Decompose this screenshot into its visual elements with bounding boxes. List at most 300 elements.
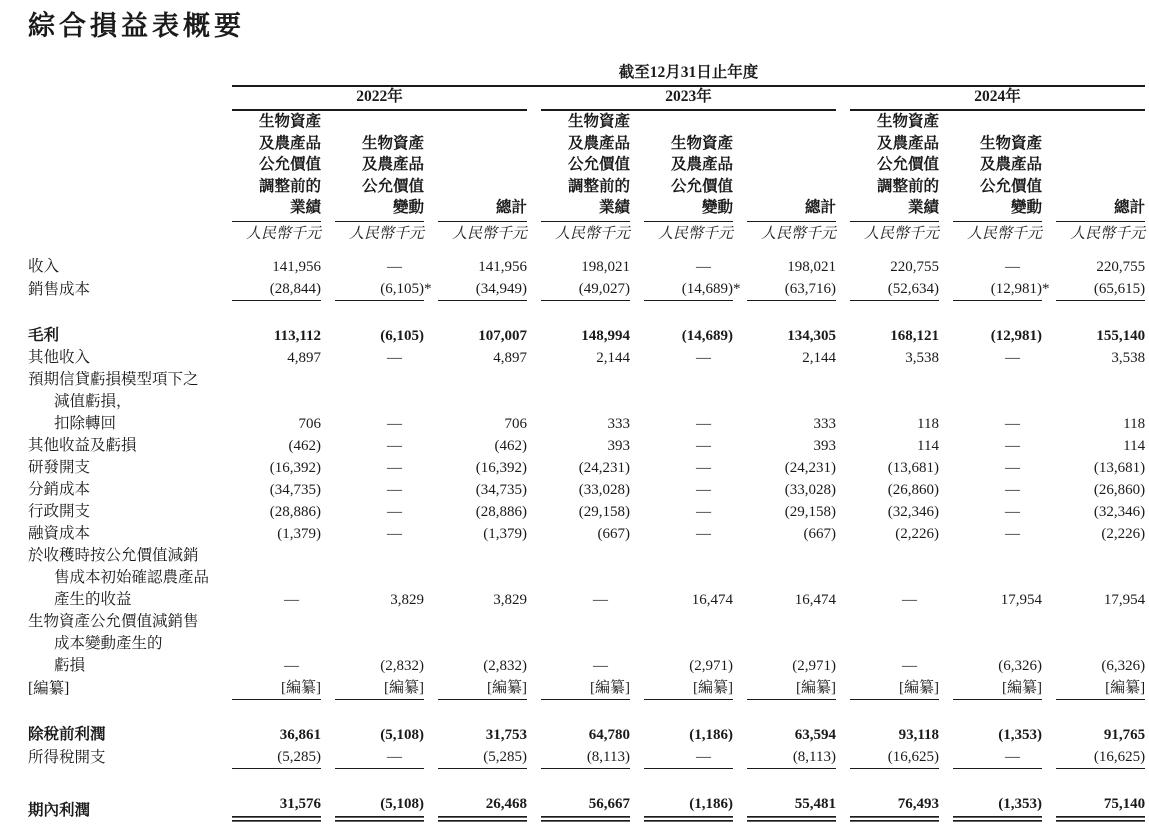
value-cell [1042, 457, 1145, 479]
column-header-line: 及農產品 [361, 156, 424, 173]
value-cell [527, 793, 630, 822]
table-row-gain-agricultural-produce [28, 545, 1145, 611]
value-cell [630, 256, 733, 278]
value-cell [733, 523, 836, 545]
column-header-line: 變動 [701, 199, 733, 216]
table-row-other-income [28, 347, 1145, 369]
value-cell [836, 501, 939, 523]
row-label-line: 研發開支 [28, 458, 91, 476]
cell-value: 63,594 [794, 726, 836, 743]
table-row-finance-costs [28, 523, 1145, 545]
value-cell [218, 677, 321, 700]
unit-label: 人民幣千元 [966, 225, 1042, 242]
row-label-line: 成本變動產生的 [54, 634, 163, 652]
cell-value: — [284, 591, 299, 608]
cell-value: (1,186) [644, 793, 733, 822]
cell-value: (2,832) [483, 657, 527, 674]
cell-value: — [387, 258, 402, 275]
column-header [850, 111, 939, 222]
cell-value: [編纂] [953, 677, 1042, 700]
cell-value: (14,689) [681, 327, 733, 344]
cell-value: 134,305 [787, 327, 836, 344]
cell-value: 31,576 [232, 793, 321, 822]
value-cell [218, 793, 321, 822]
cell-value: 220,755 [1096, 258, 1146, 275]
column-header-cell [218, 111, 321, 222]
cell-value: — [387, 481, 402, 498]
cell-value: (12,981) [990, 327, 1042, 344]
column-header-line: 生物資產 [567, 113, 630, 130]
value-cell [939, 611, 1042, 677]
value-cell [218, 746, 321, 769]
value-cell [218, 256, 321, 278]
row-label [28, 611, 218, 677]
year-group-2024: 2024年 [836, 87, 1145, 111]
cell-value: 2,144 [596, 349, 630, 366]
row-label-line: [編纂] [28, 679, 70, 697]
column-header [1056, 197, 1145, 222]
cell-value: 16,474 [794, 591, 836, 608]
cell-value: (2,832) [380, 657, 424, 674]
column-header-line: 公允價值 [567, 156, 630, 173]
column-header-line: 生物資產 [876, 113, 939, 130]
value-cell [424, 611, 527, 677]
cell-value: (1,379) [277, 525, 321, 542]
value-cell [630, 278, 741, 301]
column-header-cell [527, 111, 630, 222]
column-header [644, 133, 733, 222]
row-label-line: 行政開支 [28, 502, 91, 520]
cell-value: — [387, 415, 402, 432]
value-cell [527, 677, 630, 700]
cell-value: (16,625) [1056, 746, 1145, 769]
value-cell [321, 369, 424, 435]
cell-value: 3,829 [390, 591, 424, 608]
value-cell [836, 256, 939, 278]
cell-value: — [644, 746, 733, 769]
value-cell [1042, 611, 1145, 677]
year-group-2022: 2022年 [218, 87, 527, 111]
value-cell [527, 347, 630, 369]
cell-value: (16,392) [475, 459, 527, 476]
value-cell [939, 523, 1042, 545]
value-cell [527, 278, 630, 301]
row-label-line: 期內利潤 [28, 801, 91, 819]
value-cell [527, 435, 630, 457]
cell-value: — [593, 657, 608, 674]
cell-value: (667) [597, 525, 630, 542]
cell-value: 198,021 [787, 258, 836, 275]
cell-value: (6,105)* [335, 278, 424, 301]
cell-value: (33,028) [578, 481, 630, 498]
cell-value: 155,140 [1096, 327, 1146, 344]
cell-value: (5,285) [438, 746, 527, 769]
cell-value: 76,493 [850, 793, 939, 822]
value-cell [1042, 479, 1145, 501]
cell-value: (29,158) [784, 503, 836, 520]
cell-value: (24,231) [784, 459, 836, 476]
unit-label: 人民幣千元 [348, 225, 424, 242]
value-cell [630, 325, 733, 347]
row-label-line: 減值虧損， [54, 392, 132, 410]
cell-value: 393 [813, 437, 836, 454]
row-label [28, 256, 218, 278]
cell-value: 93,118 [898, 726, 939, 743]
value-cell [218, 369, 321, 435]
value-cell [939, 347, 1042, 369]
row-label-line: 所得稅開支 [28, 748, 106, 766]
cell-value: (8,113) [541, 746, 630, 769]
value-cell [836, 347, 939, 369]
cell-value: (5,108) [335, 793, 424, 822]
value-cell [939, 256, 1042, 278]
income-statement-table [28, 62, 1145, 822]
cell-value: 118 [917, 415, 939, 432]
spacer-cell [28, 301, 1145, 325]
column-header-line: 變動 [392, 199, 424, 216]
cell-number: (12,981) [990, 280, 1042, 297]
unit-label: 人民幣千元 [554, 225, 630, 242]
unit-cell [218, 222, 321, 245]
value-cell [836, 793, 939, 822]
cell-value: 706 [298, 415, 321, 432]
row-label [28, 325, 218, 347]
value-cell [424, 347, 527, 369]
unit-cell [527, 222, 630, 245]
unit-label: 人民幣千元 [1070, 225, 1146, 242]
cell-value: (32,346) [1093, 503, 1146, 520]
value-cell [424, 325, 527, 347]
cell-value: [編纂] [1056, 677, 1145, 700]
cell-value: (24,231) [578, 459, 630, 476]
value-cell [836, 278, 939, 301]
cell-value: 393 [607, 437, 630, 454]
value-cell [836, 435, 939, 457]
row-label-line: 分銷成本 [28, 480, 91, 498]
row-label [28, 793, 218, 822]
column-header-line: 總計 [804, 199, 836, 216]
column-header-cell [733, 111, 836, 222]
value-cell [321, 256, 424, 278]
cell-value: (2,226) [895, 525, 939, 542]
cell-value: (34,949) [438, 278, 527, 301]
column-header [438, 197, 527, 222]
period-header: 截至12月31日止年度 [232, 62, 1145, 87]
value-cell [733, 501, 836, 523]
cell-value: — [335, 746, 424, 769]
cell-value: (2,226) [1101, 525, 1146, 542]
column-header-line: 生物資產 [670, 134, 733, 152]
cell-value: — [696, 258, 711, 275]
row-label-line: 其他收益及虧損 [28, 436, 137, 454]
column-header-line: 公允價值 [979, 177, 1042, 195]
column-header-line: 總計 [495, 199, 527, 216]
cell-value: — [696, 503, 711, 520]
value-cell [1042, 677, 1145, 700]
value-cell [836, 677, 939, 700]
spacer-cell [28, 769, 1145, 793]
table-row-impairment-losses [28, 369, 1145, 435]
cell-value: (2,971) [689, 657, 733, 674]
table-row-distribution-costs [28, 479, 1145, 501]
period-header-cell [218, 62, 1145, 87]
cell-value: (28,886) [269, 503, 321, 520]
value-cell [939, 793, 1042, 822]
value-cell [218, 435, 321, 457]
cell-value: (1,186) [689, 726, 733, 743]
row-label [28, 457, 218, 479]
cell-value: (13,681) [887, 459, 939, 476]
cell-value: 333 [607, 415, 630, 432]
column-header-line: 公允價值 [876, 156, 939, 173]
row-label-line: 其他收入 [28, 348, 91, 366]
row-label-line: 虧損 [54, 656, 86, 674]
unit-label: 人民幣千元 [760, 225, 836, 242]
value-cell [939, 479, 1042, 501]
value-cell [527, 523, 630, 545]
value-cell [424, 369, 527, 435]
value-cell [527, 369, 630, 435]
cell-number: (6,105) [380, 280, 424, 297]
cell-value: — [1005, 459, 1020, 476]
value-cell [424, 435, 527, 457]
value-cell [1042, 369, 1145, 435]
row-label [28, 435, 218, 457]
value-cell [527, 457, 630, 479]
cell-value: 55,481 [747, 793, 836, 822]
cell-value: — [1005, 349, 1020, 366]
value-cell [630, 746, 733, 769]
value-cell [939, 724, 1042, 746]
cell-value: — [387, 349, 402, 366]
value-cell [939, 435, 1042, 457]
value-cell [733, 611, 836, 677]
column-header-line: 調整前的 [567, 177, 630, 195]
row-label-line: 銷售成本 [28, 280, 91, 298]
value-cell [733, 545, 836, 611]
value-cell [630, 523, 733, 545]
cell-value: 114 [1123, 437, 1146, 454]
value-cell [218, 611, 321, 677]
value-cell [424, 256, 527, 278]
cell-value: 56,667 [541, 793, 630, 822]
value-cell [630, 611, 733, 677]
cell-value: — [902, 591, 917, 608]
value-cell [218, 545, 321, 611]
value-cell [1042, 793, 1145, 822]
value-cell [218, 523, 321, 545]
empty-corner-cell [28, 87, 218, 111]
value-cell [733, 724, 836, 746]
value-cell [733, 746, 836, 769]
table-row-profit-for-the-period [28, 793, 1145, 822]
cell-value: (14,689)* [644, 278, 733, 301]
cell-value: 64,780 [588, 726, 630, 743]
cell-value: 198,021 [581, 258, 630, 275]
column-header-line: 生物資產 [979, 134, 1042, 152]
cell-value: — [902, 657, 917, 674]
row-label [28, 501, 218, 523]
value-cell [733, 457, 836, 479]
row-label [28, 677, 218, 700]
value-cell [424, 523, 527, 545]
value-cell [321, 523, 424, 545]
value-cell [218, 501, 321, 523]
value-cell [424, 278, 527, 301]
cell-value: (34,735) [269, 481, 321, 498]
cell-value: (1,379) [483, 525, 527, 542]
column-header-line: 及農產品 [567, 134, 630, 152]
column-header-line: 調整前的 [258, 177, 321, 195]
column-header-line: 公允價值 [258, 156, 321, 173]
row-label-line: 售成本初始確認農產品 [54, 568, 210, 586]
cell-value: [編纂] [541, 677, 630, 700]
column-header-line: 及農產品 [258, 134, 321, 152]
row-label [28, 724, 218, 746]
cell-value: (16,625) [850, 746, 939, 769]
year-group-2023: 2023年 [527, 87, 836, 111]
cell-value: — [696, 415, 711, 432]
cell-value: 107,007 [478, 327, 527, 344]
cell-value: (5,108) [380, 726, 424, 743]
value-cell [424, 457, 527, 479]
value-cell [733, 278, 836, 301]
cell-value: (8,113) [747, 746, 836, 769]
row-label-line: 融資成本 [28, 524, 91, 542]
value-cell [939, 278, 1050, 301]
column-header [541, 111, 630, 222]
value-cell [939, 746, 1042, 769]
empty-corner-cell [28, 62, 218, 87]
row-label-line: 生物資產公允價值減銷售 [28, 612, 199, 630]
row-label [28, 545, 218, 611]
value-cell [321, 479, 424, 501]
column-header-line: 及農產品 [670, 156, 733, 173]
value-cell [733, 256, 836, 278]
value-cell [733, 479, 836, 501]
value-cell [321, 501, 424, 523]
cell-value: 333 [813, 415, 836, 432]
value-cell [939, 457, 1042, 479]
cell-value: 141,956 [272, 258, 321, 275]
cell-value: — [953, 746, 1042, 769]
column-header-line: 生物資產 [361, 134, 424, 152]
column-header-line: 變動 [1010, 199, 1042, 216]
value-cell [321, 457, 424, 479]
row-label-line: 預期信貸虧損模型項下之 [28, 370, 199, 388]
value-cell [321, 793, 424, 822]
value-cell [424, 746, 527, 769]
value-cell [527, 479, 630, 501]
row-label [28, 523, 218, 545]
value-cell [218, 479, 321, 501]
cell-value: (12,981)* [953, 278, 1042, 301]
cell-value: 75,140 [1056, 793, 1145, 822]
cell-value: 3,538 [905, 349, 939, 366]
cell-value: 220,755 [890, 258, 939, 275]
cell-value: 706 [504, 415, 527, 432]
column-header-line: 及農產品 [876, 134, 939, 152]
table-row-cost-of-sales [28, 278, 1145, 301]
value-cell [321, 325, 424, 347]
value-cell [939, 501, 1042, 523]
value-cell [1042, 545, 1145, 611]
cell-value: — [593, 591, 608, 608]
column-header-cell [836, 111, 939, 222]
value-cell [218, 347, 321, 369]
unit-cell [939, 222, 1042, 245]
unit-label: 人民幣千元 [863, 225, 939, 242]
cell-value: — [1005, 437, 1020, 454]
row-label-line: 產生的收益 [54, 590, 132, 608]
cell-value: 168,121 [890, 327, 939, 344]
table-row-other-gains-losses [28, 435, 1145, 457]
value-cell [733, 347, 836, 369]
value-cell [424, 724, 527, 746]
value-cell [527, 545, 630, 611]
cell-value: — [284, 657, 299, 674]
value-cell [1042, 523, 1145, 545]
value-cell [527, 256, 630, 278]
value-cell [630, 724, 733, 746]
unit-cell [1042, 222, 1145, 245]
cell-value: 31,753 [485, 726, 527, 743]
value-cell [527, 611, 630, 677]
cell-value: — [1005, 481, 1020, 498]
cell-value: 2,144 [802, 349, 836, 366]
value-cell [527, 724, 630, 746]
page-title: 綜合損益表概要 [28, 11, 245, 41]
column-header-cell [939, 111, 1042, 222]
column-header-cell [424, 111, 527, 222]
value-cell [527, 325, 630, 347]
table-row-rd-expenses [28, 457, 1145, 479]
empty-corner-cell [28, 222, 218, 245]
value-cell [836, 479, 939, 501]
value-cell [836, 746, 939, 769]
spacer-row [28, 769, 1145, 793]
unit-cell [630, 222, 733, 245]
value-cell [630, 347, 733, 369]
value-cell [424, 677, 527, 700]
table-row-profit-before-tax [28, 724, 1145, 746]
column-header [747, 197, 836, 222]
cell-value: [編纂] [335, 677, 424, 700]
row-label-line: 收入 [28, 257, 60, 275]
table-row-redacted [28, 677, 1145, 700]
column-header [232, 111, 321, 222]
empty-corner-cell [28, 111, 218, 222]
cell-value: (34,735) [475, 481, 527, 498]
cell-value: — [696, 349, 711, 366]
value-cell [836, 369, 939, 435]
row-label [28, 278, 218, 301]
column-header-line: 公允價值 [361, 177, 424, 195]
value-cell [630, 677, 733, 700]
value-cell [1042, 256, 1145, 278]
cell-value: (462) [288, 437, 321, 454]
cell-value: [編纂] [232, 677, 321, 700]
value-cell [424, 545, 527, 611]
value-cell [733, 435, 836, 457]
column-header-cell [1042, 111, 1145, 222]
row-label [28, 369, 218, 435]
value-cell [321, 724, 424, 746]
cell-value: (28,844) [232, 278, 321, 301]
value-cell [630, 793, 733, 822]
column-header-cell [630, 111, 733, 222]
cell-value: 148,994 [581, 327, 630, 344]
